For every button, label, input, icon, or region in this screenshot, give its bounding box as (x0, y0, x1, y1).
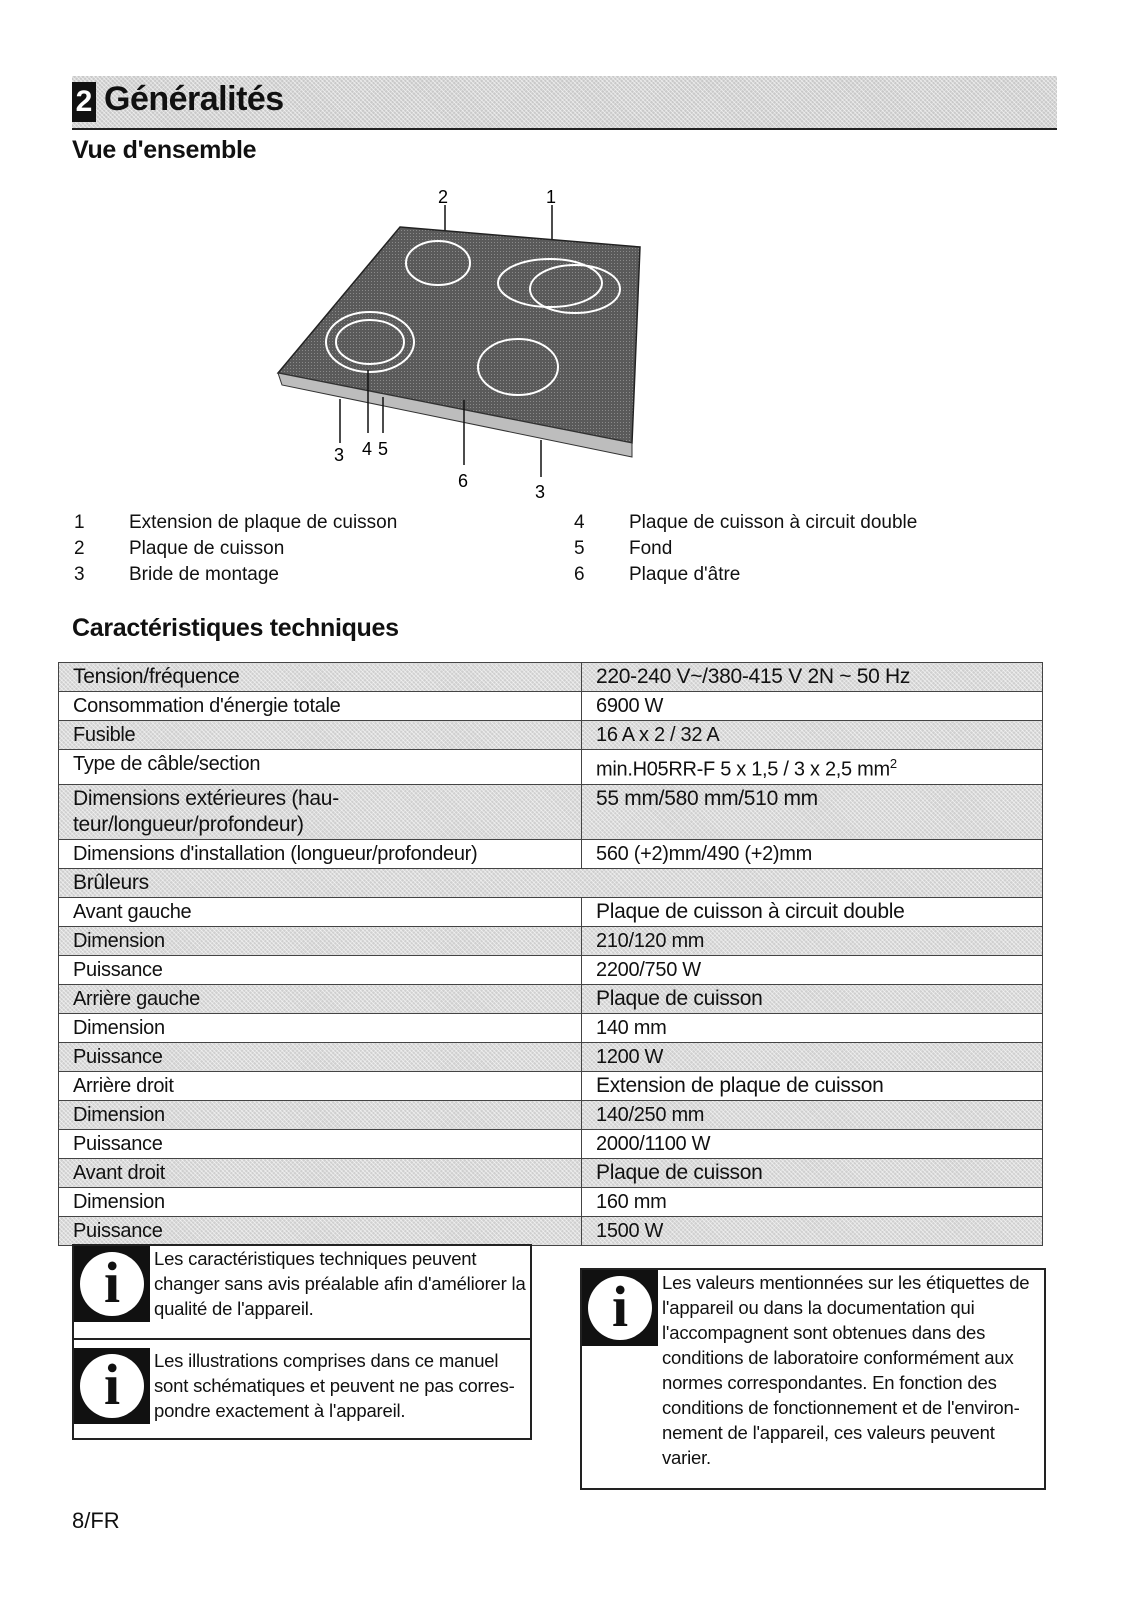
specs-table (58, 662, 1043, 1246)
table-row: Dimensions d'installation (longueur/profondeur) 560 (+2)mm/490 (+2)mm (59, 839, 1043, 868)
note-illustrations: i Les illustrations comprises dans ce manuel sont schématiques et peuvent ne pas corres-pondre exactement à l'appareil. (74, 1348, 530, 1423)
table-row: Dimensions extérieures (hau-teur/longueur/profondeur) 55 mm/580 mm/510 mm (59, 784, 1043, 839)
table-row: Type de câble/section min.H05RR-F 5 x 1,5 / 3 x 2,5 $mm^2$ (59, 750, 1043, 785)
table-row: Puissance 2000/1100 W (59, 1129, 1043, 1158)
legend-item: 1 Extension de plaque de cuisson (74, 512, 398, 533)
table-row: Avant gauche Plaque de cuisson à circuit double (59, 897, 1043, 926)
legend-right (572, 510, 917, 588)
diagram-label-5: 5 (378, 439, 389, 459)
diagram-label-1: 1 (546, 187, 557, 207)
note-lab-values: i Les valeurs mentionnées sur les étiquettes de l'appareil ou dans la documentation qui l'accompagnent sont obtenues dans des conditions de laboratoire conformément aux normes correspondantes. En fonction des conditions de fonctionnement et de l'environ-nement de l'appareil, ces valeurs peuvent varier. (582, 1270, 1044, 1470)
table-row: Consommation d'énergie totale 6900 W (59, 692, 1043, 721)
info-box-left (72, 1244, 532, 1440)
info-icon: i (74, 1348, 150, 1424)
legend-item: 3 Bride de montage (74, 564, 279, 585)
chapter-number: 2 (72, 82, 96, 122)
table-row: Dimension 210/120 mm (59, 926, 1043, 955)
note-specs-change: i Les caractéristiques techniques peuvent changer sans avis préalable afin d'améliorer la qualité de l'appareil. (74, 1246, 530, 1340)
table-row: Arrière droit Extension de plaque de cuisson (59, 1071, 1043, 1100)
chapter-header (72, 76, 1057, 130)
table-row: Avant droit Plaque de cuisson (59, 1158, 1043, 1187)
diagram-label-4: 4 (362, 439, 373, 459)
info-icon: i (74, 1246, 150, 1322)
info-box-right (580, 1268, 1046, 1490)
table-row: Fusible 16 A x 2 / 32 A (59, 721, 1043, 750)
table-row: Puissance 1500 W (59, 1216, 1043, 1245)
page-number: 8/FR (72, 1508, 120, 1533)
table-row: Dimension 140 mm (59, 1013, 1043, 1042)
diagram-label-3a: 3 (334, 445, 345, 465)
chapter-title: Généralités (104, 80, 284, 118)
info-icon: i (582, 1270, 658, 1346)
table-row: Arrière gauche Plaque de cuisson (59, 984, 1043, 1013)
diagram-label-2: 2 (438, 187, 449, 207)
table-row: Dimension 160 mm (59, 1187, 1043, 1216)
overview-title: Vue d'ensemble (72, 136, 257, 164)
specs-title: Caractéristiques techniques (72, 614, 399, 642)
legend-left (72, 510, 397, 588)
legend-item: 2 Plaque de cuisson (74, 538, 285, 559)
diagram-label-6: 6 (458, 471, 469, 491)
diagram-label-3b: 3 (535, 482, 546, 502)
hob-diagram (260, 185, 680, 515)
table-row: Puissance 2200/750 W (59, 955, 1043, 984)
table-row: Brûleurs (59, 868, 1043, 897)
legend-item: 4 Plaque de cuisson à circuit double (574, 512, 918, 533)
table-row: Tension/fréquence 220-240 V~/380-415 V 2N ~ 50 Hz (59, 663, 1043, 692)
legend-item: 5 Fond (574, 538, 673, 559)
table-row: Dimension 140/250 mm (59, 1100, 1043, 1129)
legend-item: 6 Plaque d'âtre (574, 564, 741, 585)
table-row: Puissance 1200 W (59, 1042, 1043, 1071)
